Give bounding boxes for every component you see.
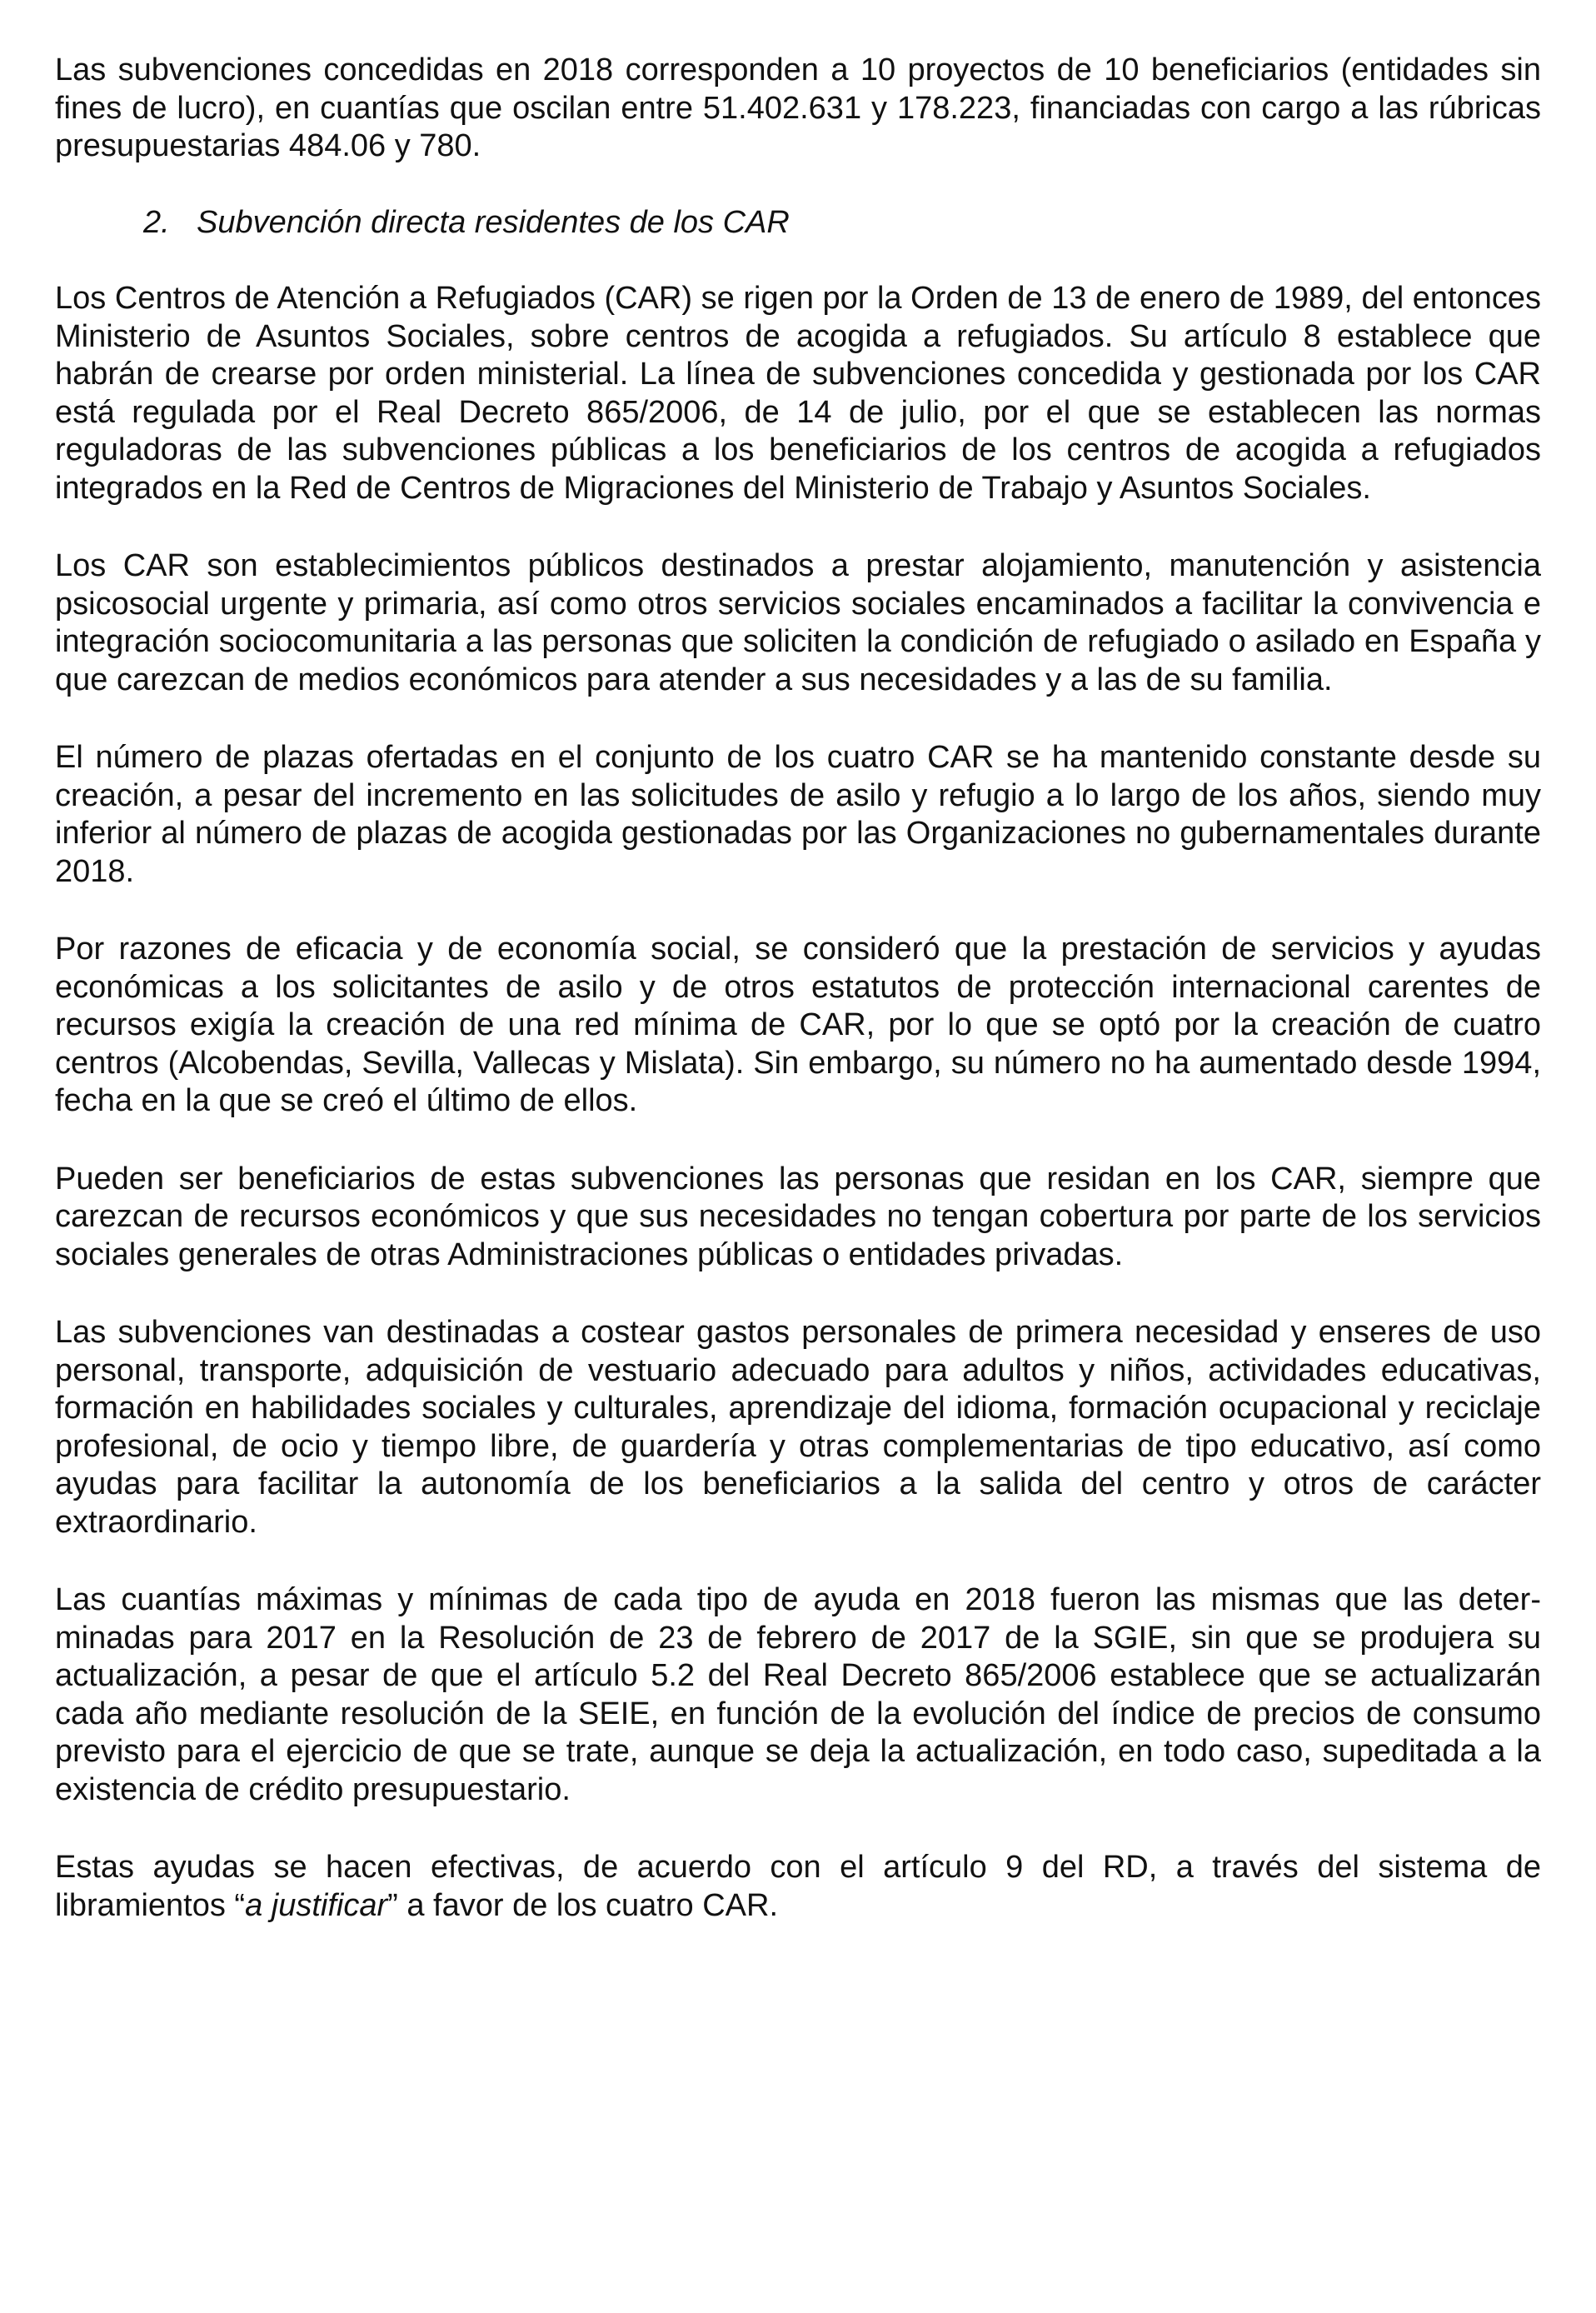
document-page xyxy=(55,52,1541,1965)
section-number: 2. xyxy=(143,204,170,240)
final-paragraph-italic: a justificar xyxy=(245,1887,388,1923)
paragraph-cuantias: Las cuantías máximas y mínimas de cada tipo de ayuda en 2018 fueron las mismas que las determinadas para 2017 en la Resolución de 23 de febrero de 2017 de la SGIE, sin que se produjera su actualización, a pesar de que el artículo 5.2 del Real Decreto 865/2006 establece que se actualizarán cada año mediante resolución de la SEIE, en función de la evolución del índice de precios de consumo previsto para el ejercicio de que se trate, aunque se deja la actualización, en todo caso, supeditada a la existencia de crédito presupuestario. xyxy=(55,1582,1541,1807)
paragraph-libramientos xyxy=(55,1849,1541,1925)
paragraph-car-regulation: Los Centros de Atención a Refugiados (CAR) se rigen por la Orden de 13 de enero de 1989, del entonces Ministerio de Asuntos Sociales, sobre centros de acogida a refugiados. Su artículo 8 establece que habrán de crearse por orden ministerial. La línea de subvenciones concedida y gestionada por los CAR está regulada por el Real Decreto 865/2006, de 14 de julio, por el que se establecen las normas reguladoras de las subvenciones públicas a los beneficiarios de los centros de acogida a refugiados integrados en la Red de Centros de Migraciones del Ministerio de Trabajo y Asuntos Sociales. xyxy=(55,281,1541,506)
paragraph-red-minima: Por razones de eficacia y de economía social, se consideró que la prestación de servicios y ayudas económicas a los solicitantes de asilo y de otros estatutos de protección internacional carentes de recursos exigía la creación de una red mínima de CAR, por lo que se optó por la creación de cuatro centros (Alcobendas, Sevilla, Vallecas y Mislata). Sin embargo, su número no ha aumentado desde 1994, fecha en la que se creó el último de ellos. xyxy=(55,932,1541,1118)
section-title: Subvención directa residentes de los CAR xyxy=(197,204,790,240)
paragraph-plazas: El número de plazas ofertadas en el conjunto de los cuatro CAR se ha mantenido constante desde su creación, a pesar del incremento en las solicitudes de asilo y refugio a lo largo de los años, siendo muy inferior al número de plazas de acogida gestionadas por las Organizaciones no gubernamentales durante 2018. xyxy=(55,740,1541,889)
paragraph-beneficiarios: Pueden ser beneficiarios de estas subvenciones las personas que residan en los CAR, siempre que carezcan de recursos económicos y que sus necesidades no tengan cobertura por parte de los servicios sociales generales de otras Administraciones públicas o entidades privadas. xyxy=(55,1161,1541,1272)
paragraph-car-purpose: Los CAR son establecimientos públicos destinados a prestar alojamiento, manutención y asistencia psicosocial urgente y primaria, así como otros servicios sociales encaminados a facilitar la convivencia e integración sociocomunitaria a las personas que soliciten la condición de refugiado o asilado en España y que carezcan de medios económicos para atender a sus necesidades y a las de su familia. xyxy=(55,548,1541,697)
final-paragraph-text-before: Estas ayudas se hacen efectivas, de acuerdo con el artículo 9 del RD, a través del sistema de libramientos “ xyxy=(55,1850,1541,1923)
paragraph-destino-subvenciones: Las subvenciones van destinadas a costear gastos personales de primera necesidad y enseres de uso personal, transporte, adquisición de vestuario adecuado para adultos y niños, actividades educativas, formación en habilidades sociales y culturales, aprendizaje del idioma, formación ocupacional y reciclaje profesional, de ocio y tiempo libre, de guardería y otras complementarias de tipo educativo, así como ayudas para facilitar la autonomía de los beneficiarios a la salida del centro y otros de carácter extraordinario. xyxy=(55,1315,1541,1540)
section-heading xyxy=(143,204,1541,242)
intro-paragraph: Las subvenciones concedidas en 2018 corresponden a 10 proyectos de 10 beneficiarios (entidades sin fines de lucro), en cuantías que oscilan entre 51.402.631 y 178.223, financiadas con cargo a las rúbricas presupuestarias 484.06 y 780. xyxy=(55,52,1541,163)
final-paragraph-text-after: ” a favor de los cuatro CAR. xyxy=(387,1887,778,1923)
